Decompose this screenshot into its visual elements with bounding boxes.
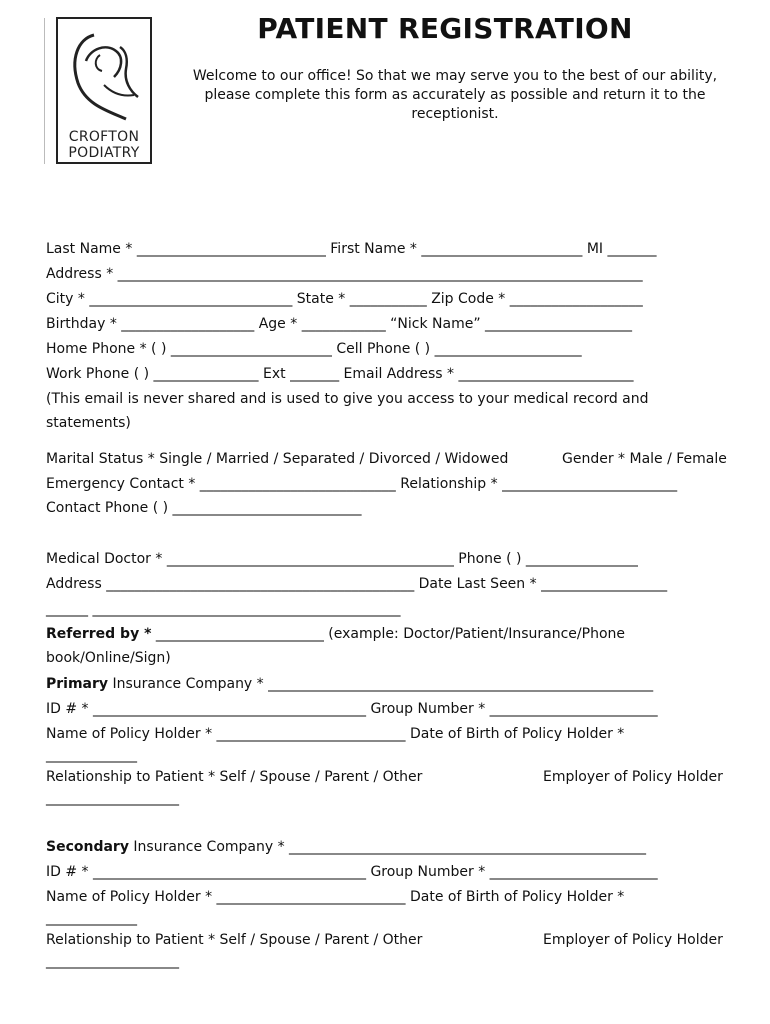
city-state-zip-row[interactable]: City * _____________________________ State * ___________ Zip Code * ___________________ [46,291,643,307]
primary-employer-field[interactable]: ___________________ [46,790,179,806]
logo-text-podiatry: PODIATRY [68,145,140,161]
primary-employer-label: Employer of Policy Holder [543,769,723,785]
primary-insurance-row[interactable] [46,675,653,693]
birthday-age-nickname-row[interactable]: Birthday * ___________________ Age * ____________ “Nick Name” _____________________ [46,316,633,332]
secondary-policy-holder-dob-field[interactable]: _____________ [46,910,137,926]
address-field-row[interactable]: Address * ___________________________________________________________________________ [46,266,643,282]
home-cell-phone-row[interactable]: Home Phone * ( ) _______________________ Cell Phone ( ) _____________________ [46,341,582,357]
referred-by-label: Referred by * [46,626,152,642]
primary-label: Primary [46,676,109,692]
secondary-label: Secondary [46,839,129,855]
emergency-contact-row[interactable]: Emergency Contact * ____________________________ Relationship * _________________________ [46,476,678,492]
secondary-employer-label: Employer of Policy Holder [543,932,723,948]
primary-id-group-row[interactable]: ID # * _______________________________________ Group Number * ________________________ [46,701,658,717]
foot-logo-icon [64,25,146,125]
welcome-line-2: please complete this form as accurately as possible and return it to the [204,87,706,103]
logo-text-crofton: CROFTON [68,129,140,145]
referred-by-examples: book/Online/Sign) [46,650,171,666]
secondary-insurance-row[interactable] [46,838,646,856]
referred-by-field[interactable]: ________________________ (example: Doctor/Patient/Insurance/Phone [151,626,625,642]
work-phone-email-row[interactable]: Work Phone ( ) _______________ Ext _______ Email Address * _________________________ [46,366,634,382]
referred-by-row[interactable] [46,625,625,643]
primary-policy-holder-dob-field[interactable]: _____________ [46,747,137,763]
medical-doctor-row[interactable]: Medical Doctor * _________________________________________ Phone ( ) ________________ [46,551,638,567]
left-margin-rule [44,18,45,164]
doctor-address-continued-row[interactable]: ______ ____________________________________________ [46,601,401,617]
doctor-address-row[interactable]: Address ____________________________________________ Date Last Seen * __________________ [46,576,668,592]
secondary-employer-field[interactable]: ___________________ [46,953,179,969]
secondary-id-group-row[interactable]: ID # * _______________________________________ Group Number * ________________________ [46,864,658,880]
primary-policy-holder-row[interactable]: Name of Policy Holder * ___________________________ Date of Birth of Policy Holder * [46,726,625,742]
crofton-podiatry-logo [56,17,152,164]
gender-field[interactable]: Gender * Male / Female [562,451,727,467]
email-note-line-1: (This email is never shared and is used to give you access to your medical record and [46,391,649,407]
secondary-insurance-field[interactable]: Insurance Company * ___________________________________________________ [128,839,647,855]
secondary-policy-holder-row[interactable]: Name of Policy Holder * ___________________________ Date of Birth of Policy Holder * [46,889,625,905]
secondary-relationship-field[interactable]: Relationship to Patient * Self / Spouse / Parent / Other [46,932,423,948]
page-title: PATIENT REGISTRATION [257,12,633,45]
welcome-message [170,67,740,124]
welcome-line-1: Welcome to our office! So that we may serve you to the best of our ability, [192,68,718,84]
contact-phone-row[interactable]: Contact Phone ( ) ___________________________ [46,500,362,516]
welcome-line-3: receptionist. [411,106,499,122]
primary-insurance-field[interactable]: Insurance Company * _______________________________________________________ [108,676,654,692]
marital-status-field[interactable]: Marital Status * Single / Married / Separated / Divorced / Widowed [46,451,509,467]
email-note-line-2: statements) [46,415,131,431]
primary-relationship-field[interactable]: Relationship to Patient * Self / Spouse / Parent / Other [46,769,423,785]
name-field-row[interactable]: Last Name * ___________________________ First Name * _______________________ MI _______ [46,241,657,257]
